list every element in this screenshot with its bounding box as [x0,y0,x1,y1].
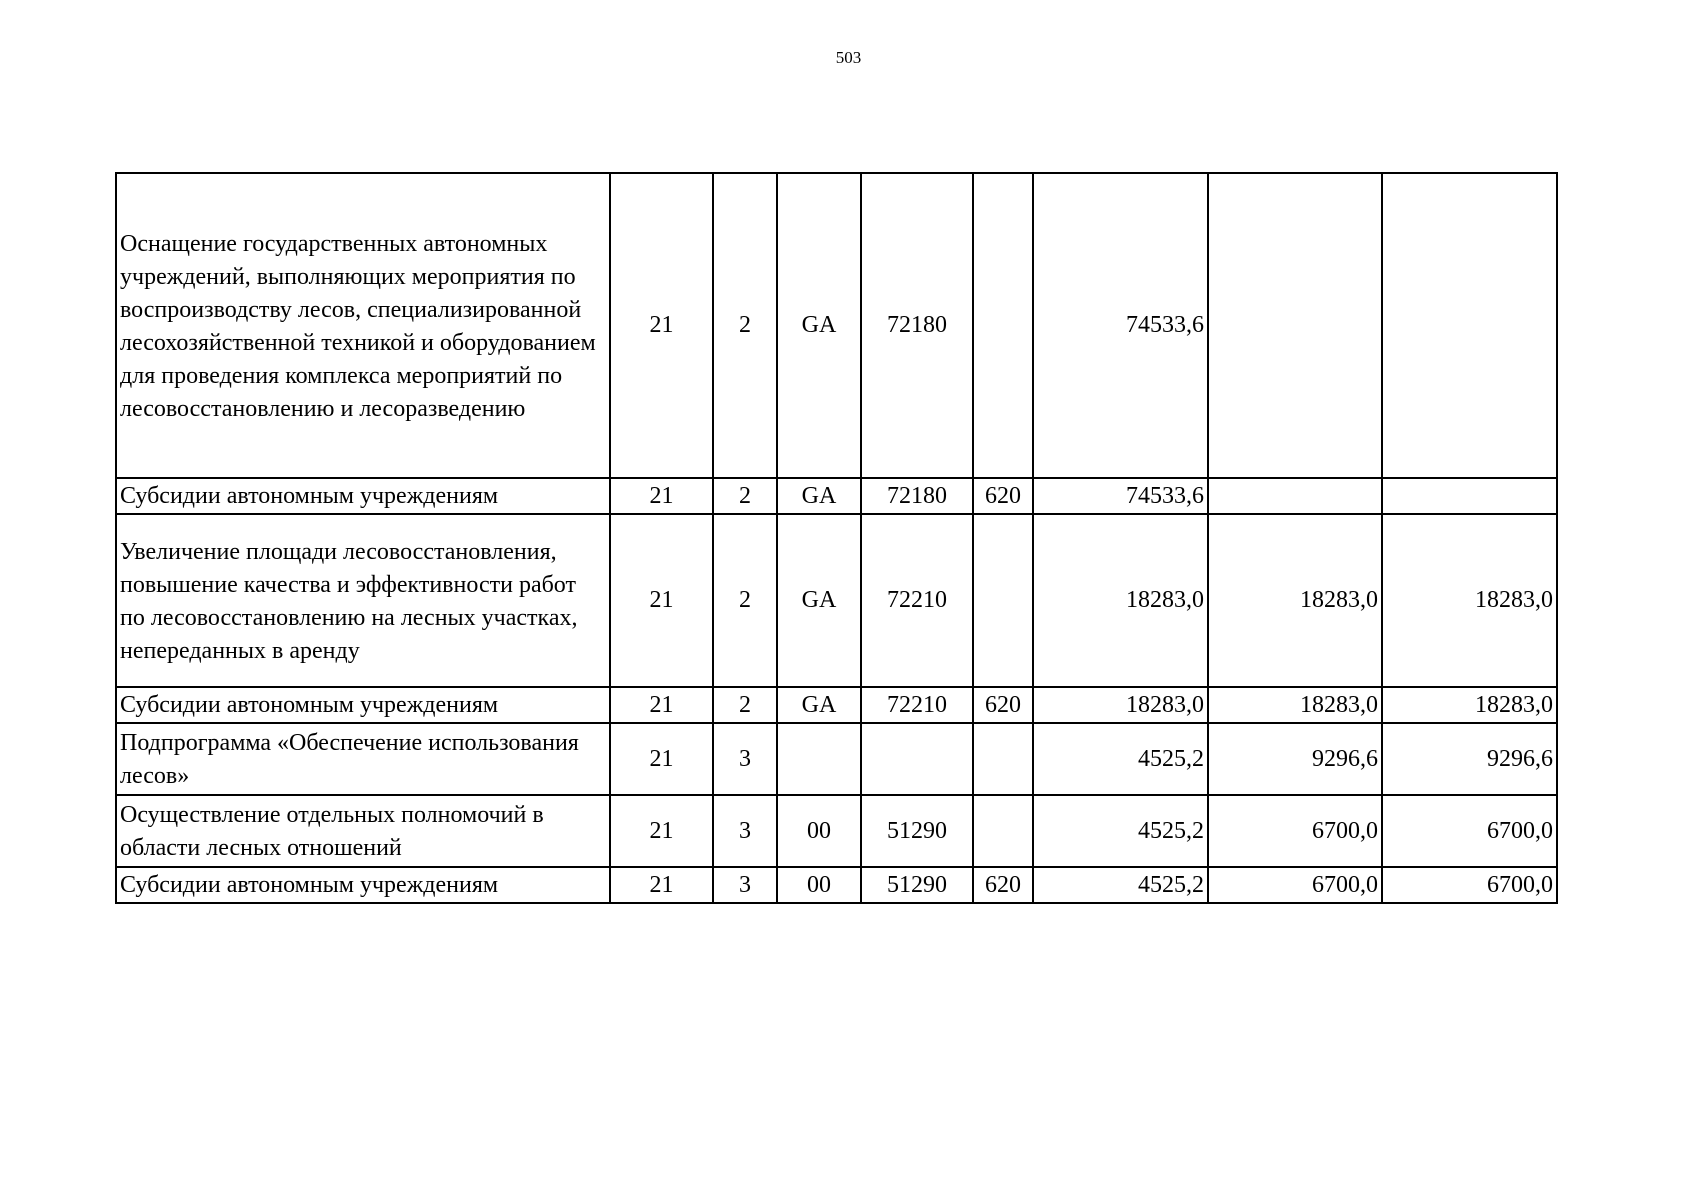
direction-code-cell: 72210 [861,514,973,687]
project-code-cell [777,723,861,795]
project-code-cell: GA [777,478,861,514]
section-code-cell: 21 [610,867,713,903]
table-body [116,173,1557,903]
direction-code-cell: 51290 [861,795,973,867]
amount-year-3-cell: 9296,6 [1382,723,1557,795]
expense-type-cell [973,723,1033,795]
row-name-cell: Субсидии автономным учреждениям [116,687,610,723]
project-code-cell: 00 [777,795,861,867]
subprogram-code-cell: 3 [713,795,777,867]
amount-year-1-cell: 4525,2 [1033,795,1208,867]
section-code-cell: 21 [610,173,713,478]
expense-type-cell: 620 [973,478,1033,514]
amount-year-3-cell: 6700,0 [1382,867,1557,903]
direction-code-cell: 51290 [861,867,973,903]
section-code-cell: 21 [610,514,713,687]
amount-year-3-cell: 18283,0 [1382,514,1557,687]
section-code-cell: 21 [610,723,713,795]
table-row [116,795,1557,867]
table-row [116,867,1557,903]
expense-type-cell [973,514,1033,687]
amount-year-3-cell [1382,173,1557,478]
amount-year-2-cell: 18283,0 [1208,514,1382,687]
subprogram-code-cell: 3 [713,723,777,795]
amount-year-1-cell: 4525,2 [1033,867,1208,903]
row-name-cell: Подпрограмма «Обеспечение использования лесов» [116,723,610,795]
table-row [116,173,1557,478]
direction-code-cell: 72180 [861,478,973,514]
row-name-cell: Субсидии автономным учреждениям [116,867,610,903]
subprogram-code-cell: 2 [713,514,777,687]
amount-year-3-cell: 18283,0 [1382,687,1557,723]
page-number: 503 [835,48,862,67]
amount-year-1-cell: 4525,2 [1033,723,1208,795]
section-code-cell: 21 [610,795,713,867]
expense-type-cell: 620 [973,867,1033,903]
section-code-cell: 21 [610,478,713,514]
expense-type-cell: 620 [973,687,1033,723]
project-code-cell: GA [777,514,861,687]
table-row [116,514,1557,687]
table-row [116,687,1557,723]
amount-year-1-cell: 74533,6 [1033,173,1208,478]
amount-year-1-cell: 18283,0 [1033,687,1208,723]
amount-year-2-cell [1208,173,1382,478]
project-code-cell: GA [777,173,861,478]
row-name-cell: Осуществление отдельных полномочий в области лесных отношений [116,795,610,867]
project-code-cell: 00 [777,867,861,903]
direction-code-cell: 72210 [861,687,973,723]
amount-year-2-cell: 9296,6 [1208,723,1382,795]
direction-code-cell [861,723,973,795]
amount-year-2-cell [1208,478,1382,514]
amount-year-1-cell: 74533,6 [1033,478,1208,514]
amount-year-2-cell: 6700,0 [1208,867,1382,903]
row-name-cell: Увеличение площади лесовосстановления, повышение качества и эффективности работ по лесовосстановлению на лесных участках, непереданных в аренду [116,514,610,687]
direction-code-cell: 72180 [861,173,973,478]
expense-type-cell [973,173,1033,478]
amount-year-2-cell: 6700,0 [1208,795,1382,867]
amount-year-3-cell: 6700,0 [1382,795,1557,867]
amount-year-3-cell [1382,478,1557,514]
subprogram-code-cell: 3 [713,867,777,903]
table-row [116,723,1557,795]
subprogram-code-cell: 2 [713,687,777,723]
expense-type-cell [973,795,1033,867]
table-row [116,478,1557,514]
amount-year-2-cell: 18283,0 [1208,687,1382,723]
subprogram-code-cell: 2 [713,478,777,514]
section-code-cell: 21 [610,687,713,723]
project-code-cell: GA [777,687,861,723]
amount-year-1-cell: 18283,0 [1033,514,1208,687]
row-name-cell: Оснащение государственных автономных учреждений, выполняющих мероприятия по воспроизводству лесов, специализированной лесохозяйственной техникой и оборудованием для проведения комплекса мероприятий по лесовосстановлению и лесоразведению [116,173,610,478]
budget-table [115,172,1558,904]
row-name-cell: Субсидии автономным учреждениям [116,478,610,514]
subprogram-code-cell: 2 [713,173,777,478]
